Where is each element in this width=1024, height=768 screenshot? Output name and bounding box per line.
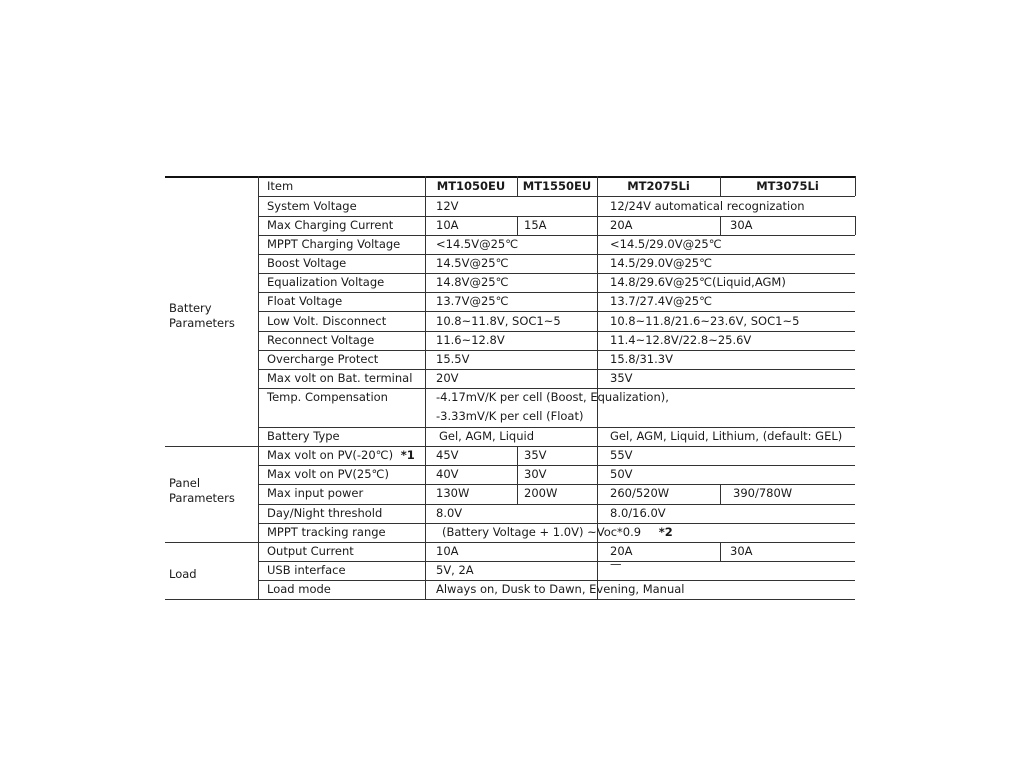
cell-value: 50V	[610, 467, 633, 481]
category-battery-line1: Battery	[169, 301, 212, 315]
table-row	[165, 504, 855, 523]
cell-value: 260/520W	[610, 486, 670, 500]
footnote-marker: *2	[658, 525, 673, 539]
cell-value: 10.8~11.8/21.6~23.6V, SOC1~5	[610, 314, 800, 328]
cell-value-text: (Battery Voltage + 1.0V) ~Voc*0.9	[442, 525, 642, 539]
cell-value: 14.5V@25℃	[436, 256, 509, 270]
header-model-mt2075li: MT2075Li	[627, 179, 690, 193]
table-row	[165, 216, 855, 235]
table-row	[165, 331, 855, 350]
table-row	[165, 273, 855, 292]
cell-value	[438, 523, 673, 542]
row-label: Load mode	[267, 582, 331, 596]
row-label: MPPT tracking range	[267, 525, 386, 539]
table-row	[165, 542, 855, 561]
cell-value: 30V	[524, 467, 547, 481]
row-label: Max volt on PV(25℃)	[267, 467, 389, 481]
row-label: Reconnect Voltage	[267, 333, 375, 347]
cell-value: 11.6~12.8V	[436, 333, 505, 347]
cell-value: 15.8/31.3V	[610, 352, 673, 366]
cell-value: 10A	[436, 544, 459, 558]
row-label: Overcharge Protect	[267, 352, 379, 366]
cell-value: 11.4~12.8V/22.8~25.6V	[610, 333, 752, 347]
category-load: Load	[169, 567, 197, 581]
cell-value: 30A	[730, 218, 753, 232]
category-panel-line2: Parameters	[169, 491, 235, 505]
header-row	[165, 177, 855, 196]
cell-value: 10A	[436, 218, 459, 232]
table-row	[165, 446, 855, 465]
cell-value: 15A	[524, 218, 547, 232]
row-label: Output Current	[267, 544, 354, 558]
category-battery-line2: Parameters	[169, 316, 235, 330]
table-row	[165, 465, 855, 484]
cell-value: 10.8~11.8V, SOC1~5	[436, 314, 561, 328]
cell-value: 20A	[610, 544, 633, 558]
header-model-mt1050eu: MT1050EU	[436, 179, 506, 193]
cell-value: 14.8V@25℃	[436, 275, 509, 289]
cell-value: 55V	[610, 448, 633, 462]
table-row	[165, 523, 855, 542]
cell-value: 13.7/27.4V@25℃	[610, 294, 713, 308]
row-label: System Voltage	[267, 199, 357, 213]
cell-value: 35V	[524, 448, 547, 462]
table-row	[165, 254, 855, 273]
header-model-mt3075li: MT3075Li	[756, 179, 819, 193]
cell-value-line2: -3.33mV/K per cell (Float)	[436, 409, 584, 423]
table-row	[165, 369, 855, 388]
cell-value: <14.5/29.0V@25℃	[610, 237, 722, 251]
table-bottom-border	[165, 599, 855, 600]
table-row	[165, 312, 855, 331]
row-label: Float Voltage	[267, 294, 343, 308]
table-row	[165, 292, 855, 311]
row-label: Temp. Compensation	[267, 390, 388, 404]
cell-value: <14.5V@25℃	[436, 237, 519, 251]
cell-value: 200W	[524, 486, 558, 500]
row-label	[263, 446, 415, 465]
cell-value-line1: -4.17mV/K per cell (Boost, Equalization),	[436, 390, 669, 404]
cell-value: 8.0/16.0V	[610, 506, 666, 520]
header-model-mt1550eu: MT1550EU	[522, 179, 592, 193]
cell-value: 130W	[436, 486, 470, 500]
table-row	[165, 350, 855, 369]
cell-value: 14.8/29.6V@25℃(Liquid,AGM)	[610, 275, 786, 289]
cell-value: 12V	[436, 199, 459, 213]
cell-value: 12/24V automatical recognization	[610, 199, 805, 213]
cell-value: Gel, AGM, Liquid, Lithium, (default: GEL)	[610, 429, 843, 443]
cell-value: Always on, Dusk to Dawn, Evening, Manual	[436, 582, 685, 596]
category-panel-line1: Panel	[169, 476, 201, 490]
table-row	[165, 235, 855, 254]
cell-value: 45V	[436, 448, 459, 462]
row-label: USB interface	[267, 563, 346, 577]
cell-value: 14.5/29.0V@25℃	[610, 256, 713, 270]
cell-value: 13.7V@25℃	[436, 294, 509, 308]
row-label: Max Charging Current	[267, 218, 394, 232]
row-label-text: Max volt on PV(-20℃)	[267, 448, 394, 462]
cell-value: 390/780W	[733, 486, 793, 500]
cell-value: 20V	[436, 371, 459, 385]
table-row	[165, 557, 855, 580]
cell-value: 15.5V	[436, 352, 470, 366]
cell-value: 40V	[436, 467, 459, 481]
cell-value: —	[610, 557, 622, 571]
row-label: Boost Voltage	[267, 256, 347, 270]
cell-value: 35V	[610, 371, 633, 385]
row-label: MPPT Charging Voltage	[267, 237, 401, 251]
footnote-marker: *1	[400, 448, 415, 462]
cell-value: 8.0V	[436, 506, 463, 520]
table-row	[165, 388, 855, 427]
cell-value: 30A	[730, 544, 753, 558]
cell-value: 20A	[610, 218, 633, 232]
table-row	[165, 197, 855, 216]
column-divider	[855, 176, 856, 196]
row-label: Day/Night threshold	[267, 506, 383, 520]
row-label: Battery Type	[267, 429, 340, 443]
table-row	[165, 427, 855, 446]
row-label: Max input power	[267, 486, 364, 500]
table-row	[165, 580, 855, 599]
cell-value: Gel, AGM, Liquid	[439, 429, 534, 443]
header-item: Item	[267, 179, 294, 193]
row-label: Low Volt. Disconnect	[267, 314, 387, 328]
row-label: Max volt on Bat. terminal	[267, 371, 413, 385]
row-label: Equalization Voltage	[267, 275, 385, 289]
column-divider	[855, 216, 856, 235]
cell-value: 5V, 2A	[436, 563, 474, 577]
table-row	[165, 484, 855, 504]
